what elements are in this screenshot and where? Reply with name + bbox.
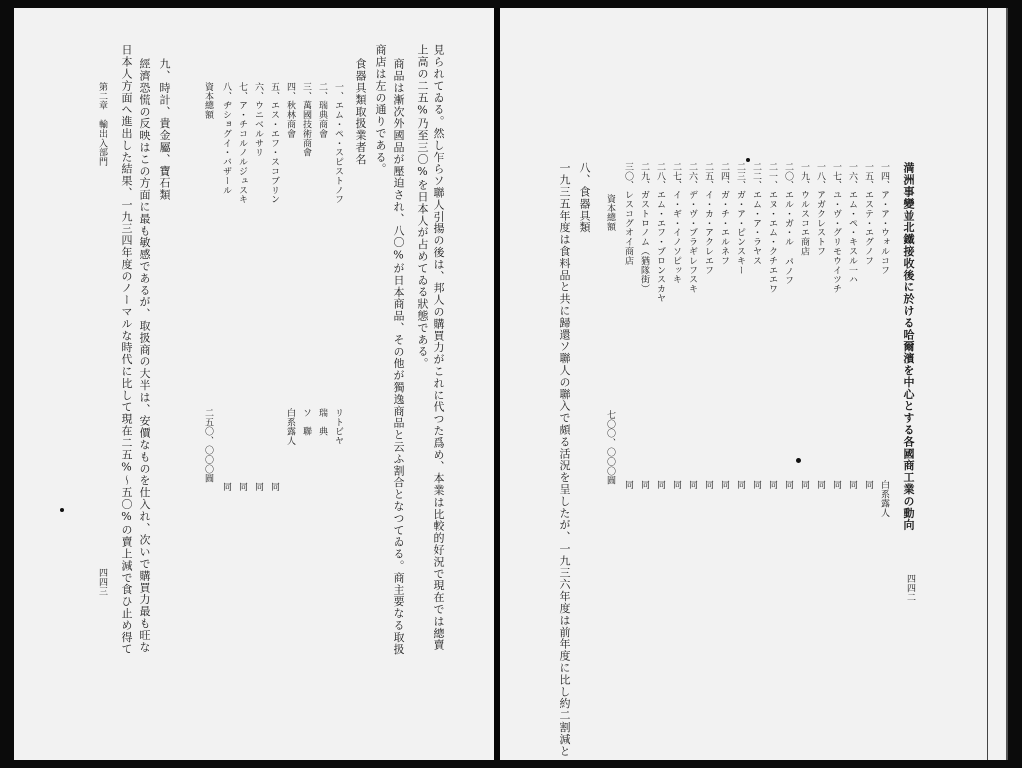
left-capital-label: 資本總額 [203, 82, 213, 120]
store-14: 一四、ア・ア・ウォルコフ [879, 162, 889, 275]
store-25: 二五、イ・カ・アクレエフ [703, 162, 713, 275]
dealer-1-nationality: リトビヤ [333, 408, 343, 446]
dealer-2-name: 二、瑞典商會 [317, 82, 327, 139]
right-page-number: 四四二 [905, 574, 915, 603]
dealer-1-name: 一、エム・ペ・スピストノフ [333, 82, 343, 205]
dealer-7-name: 七、ア・チコルノルジュスキ [237, 82, 247, 205]
ink-speck [60, 508, 64, 512]
left-capital-amount: 二五〇、〇〇〇圓 [203, 408, 213, 484]
left-page [14, 8, 494, 760]
store-18: 一八、アガクレストフ [815, 162, 825, 256]
left-body-line-1: 見られてゐる。然し乍らソ聯人引揚の後は、邦人の購買力がこれに代つた爲め、本業は比較的好況で現在では總賣 [432, 44, 445, 651]
store-21: 二一、エヌ・エム・クチエエワ [767, 162, 777, 294]
store-28-nationality: 同 [655, 480, 665, 490]
store-24-nationality: 同 [719, 480, 729, 490]
left-body-line-2: 上高の二五%乃至三〇%を日本人が占めてゐる狀態である。 [416, 44, 429, 370]
store-25-nationality: 同 [703, 480, 713, 490]
store-24: 二四、ガ・チ・エルネフ [719, 162, 729, 266]
store-16-nationality: 同 [847, 480, 857, 490]
dealers-heading: 食器具類取扱業者名 [354, 58, 367, 166]
store-27: 二七、イ・ギ・イノソピッキ [671, 162, 681, 285]
left-page-number: 四四三 [97, 568, 107, 597]
dealer-2-nationality: 瑞 典 [317, 408, 327, 437]
store-18-nationality: 同 [815, 480, 825, 490]
store-23-nationality: 同 [735, 480, 745, 490]
right-page [500, 8, 1008, 760]
dealer-3-name: 三、萬國技術商會 [301, 82, 311, 158]
right-capital-amount: 七〇〇、〇〇〇圓 [605, 410, 615, 486]
store-30: 三〇、レスコグオイ商店 [623, 162, 633, 266]
store-29: 二九、ガストロノム（猶隊街） [639, 162, 649, 294]
dealer-4-nationality: 白系露人 [285, 408, 295, 446]
dealer-8-name: 八、ヂショグイ・バザール [221, 82, 231, 195]
store-23: 二三、ガ・ア・ピンスキー [735, 162, 745, 275]
store-15: 一五、エステ・エグノフ [863, 162, 873, 266]
page-edge-line [987, 8, 988, 760]
store-14-nationality: 白系露人 [879, 480, 889, 518]
store-22: 二二、エム・ア・ラヤス [751, 162, 761, 266]
section-eight-heading: 八、食器具類 [578, 162, 591, 234]
dealer-5-name: 五、エス・エフ・スコブリン [269, 82, 279, 205]
running-header: 満洲事變並北鐵接收後に於ける哈爾濱を中心とする各國商工業の動向 [902, 162, 915, 531]
store-30-nationality: 同 [623, 480, 633, 490]
section-nine-line-1: 經濟恐慌の反映はこの方面に最も敏感であるが、取扱商の大半は、安價なものを仕入れ、次いで購買力最も旺な [138, 58, 151, 653]
footer-chapter: 第二章 輸出入部門 [97, 82, 107, 167]
store-21-nationality: 同 [767, 480, 777, 490]
store-16: 一六、エム・ペ・キスル一ハ [847, 162, 857, 285]
store-28: 二八、エム・エフ・ブロンスカヤ [655, 162, 665, 303]
store-19: 一九、ウルスコエ商店 [799, 162, 809, 256]
dealer-6-name: 六、ウニベルサリ [253, 82, 263, 158]
dealer-3-nationality: ソ 聯 [301, 408, 311, 437]
left-body-line-3: 商品は漸次外國品が壓迫され、八〇%が日本商品、その他が獨逸商品と云ふ割合となつてゐる。商主要なる取扱 [392, 58, 405, 655]
left-body-line-4: 商店は左の通りである。 [374, 44, 387, 175]
store-20-nationality: 同 [783, 480, 793, 490]
ink-speck [796, 458, 801, 463]
store-15-nationality: 同 [863, 480, 873, 490]
section-eight-line-1: 一九三五年度は食料品と共に歸還ソ聯人の聯入で頗る活況を呈したが、一九三六年度は前年度に比し約二割減と [558, 162, 571, 757]
dealer-7-nationality: 同 [237, 482, 247, 492]
dealer-8-nationality: 同 [221, 482, 231, 492]
store-26: 二六、デ・ヴ・ブラギレフスキ [687, 162, 697, 294]
store-17-nationality: 同 [831, 480, 841, 490]
section-nine-line-2: 日本人方面へ進出した結果、一九三四年度のノーマルな時代に比して現在二五%～五〇%の賣上減で食ひ止め得て [120, 44, 133, 655]
store-20: 二〇、エル・ガ・ル パノフ [783, 162, 793, 286]
dealer-4-name: 四、秋林商會 [285, 82, 295, 139]
dealer-5-nationality: 同 [269, 482, 279, 492]
store-19-nationality: 同 [799, 480, 809, 490]
store-29-nationality: 同 [639, 480, 649, 490]
ink-speck [746, 158, 750, 162]
store-22-nationality: 同 [751, 480, 761, 490]
section-nine-heading: 九、時計、貴金屬、寶石類 [158, 58, 171, 201]
store-27-nationality: 同 [671, 480, 681, 490]
right-capital-label: 資本總額 [605, 194, 615, 232]
dealer-6-nationality: 同 [253, 482, 263, 492]
store-17: 一七、ユ・ヴ・グリモウイツチ [831, 162, 841, 294]
store-26-nationality: 同 [687, 480, 697, 490]
